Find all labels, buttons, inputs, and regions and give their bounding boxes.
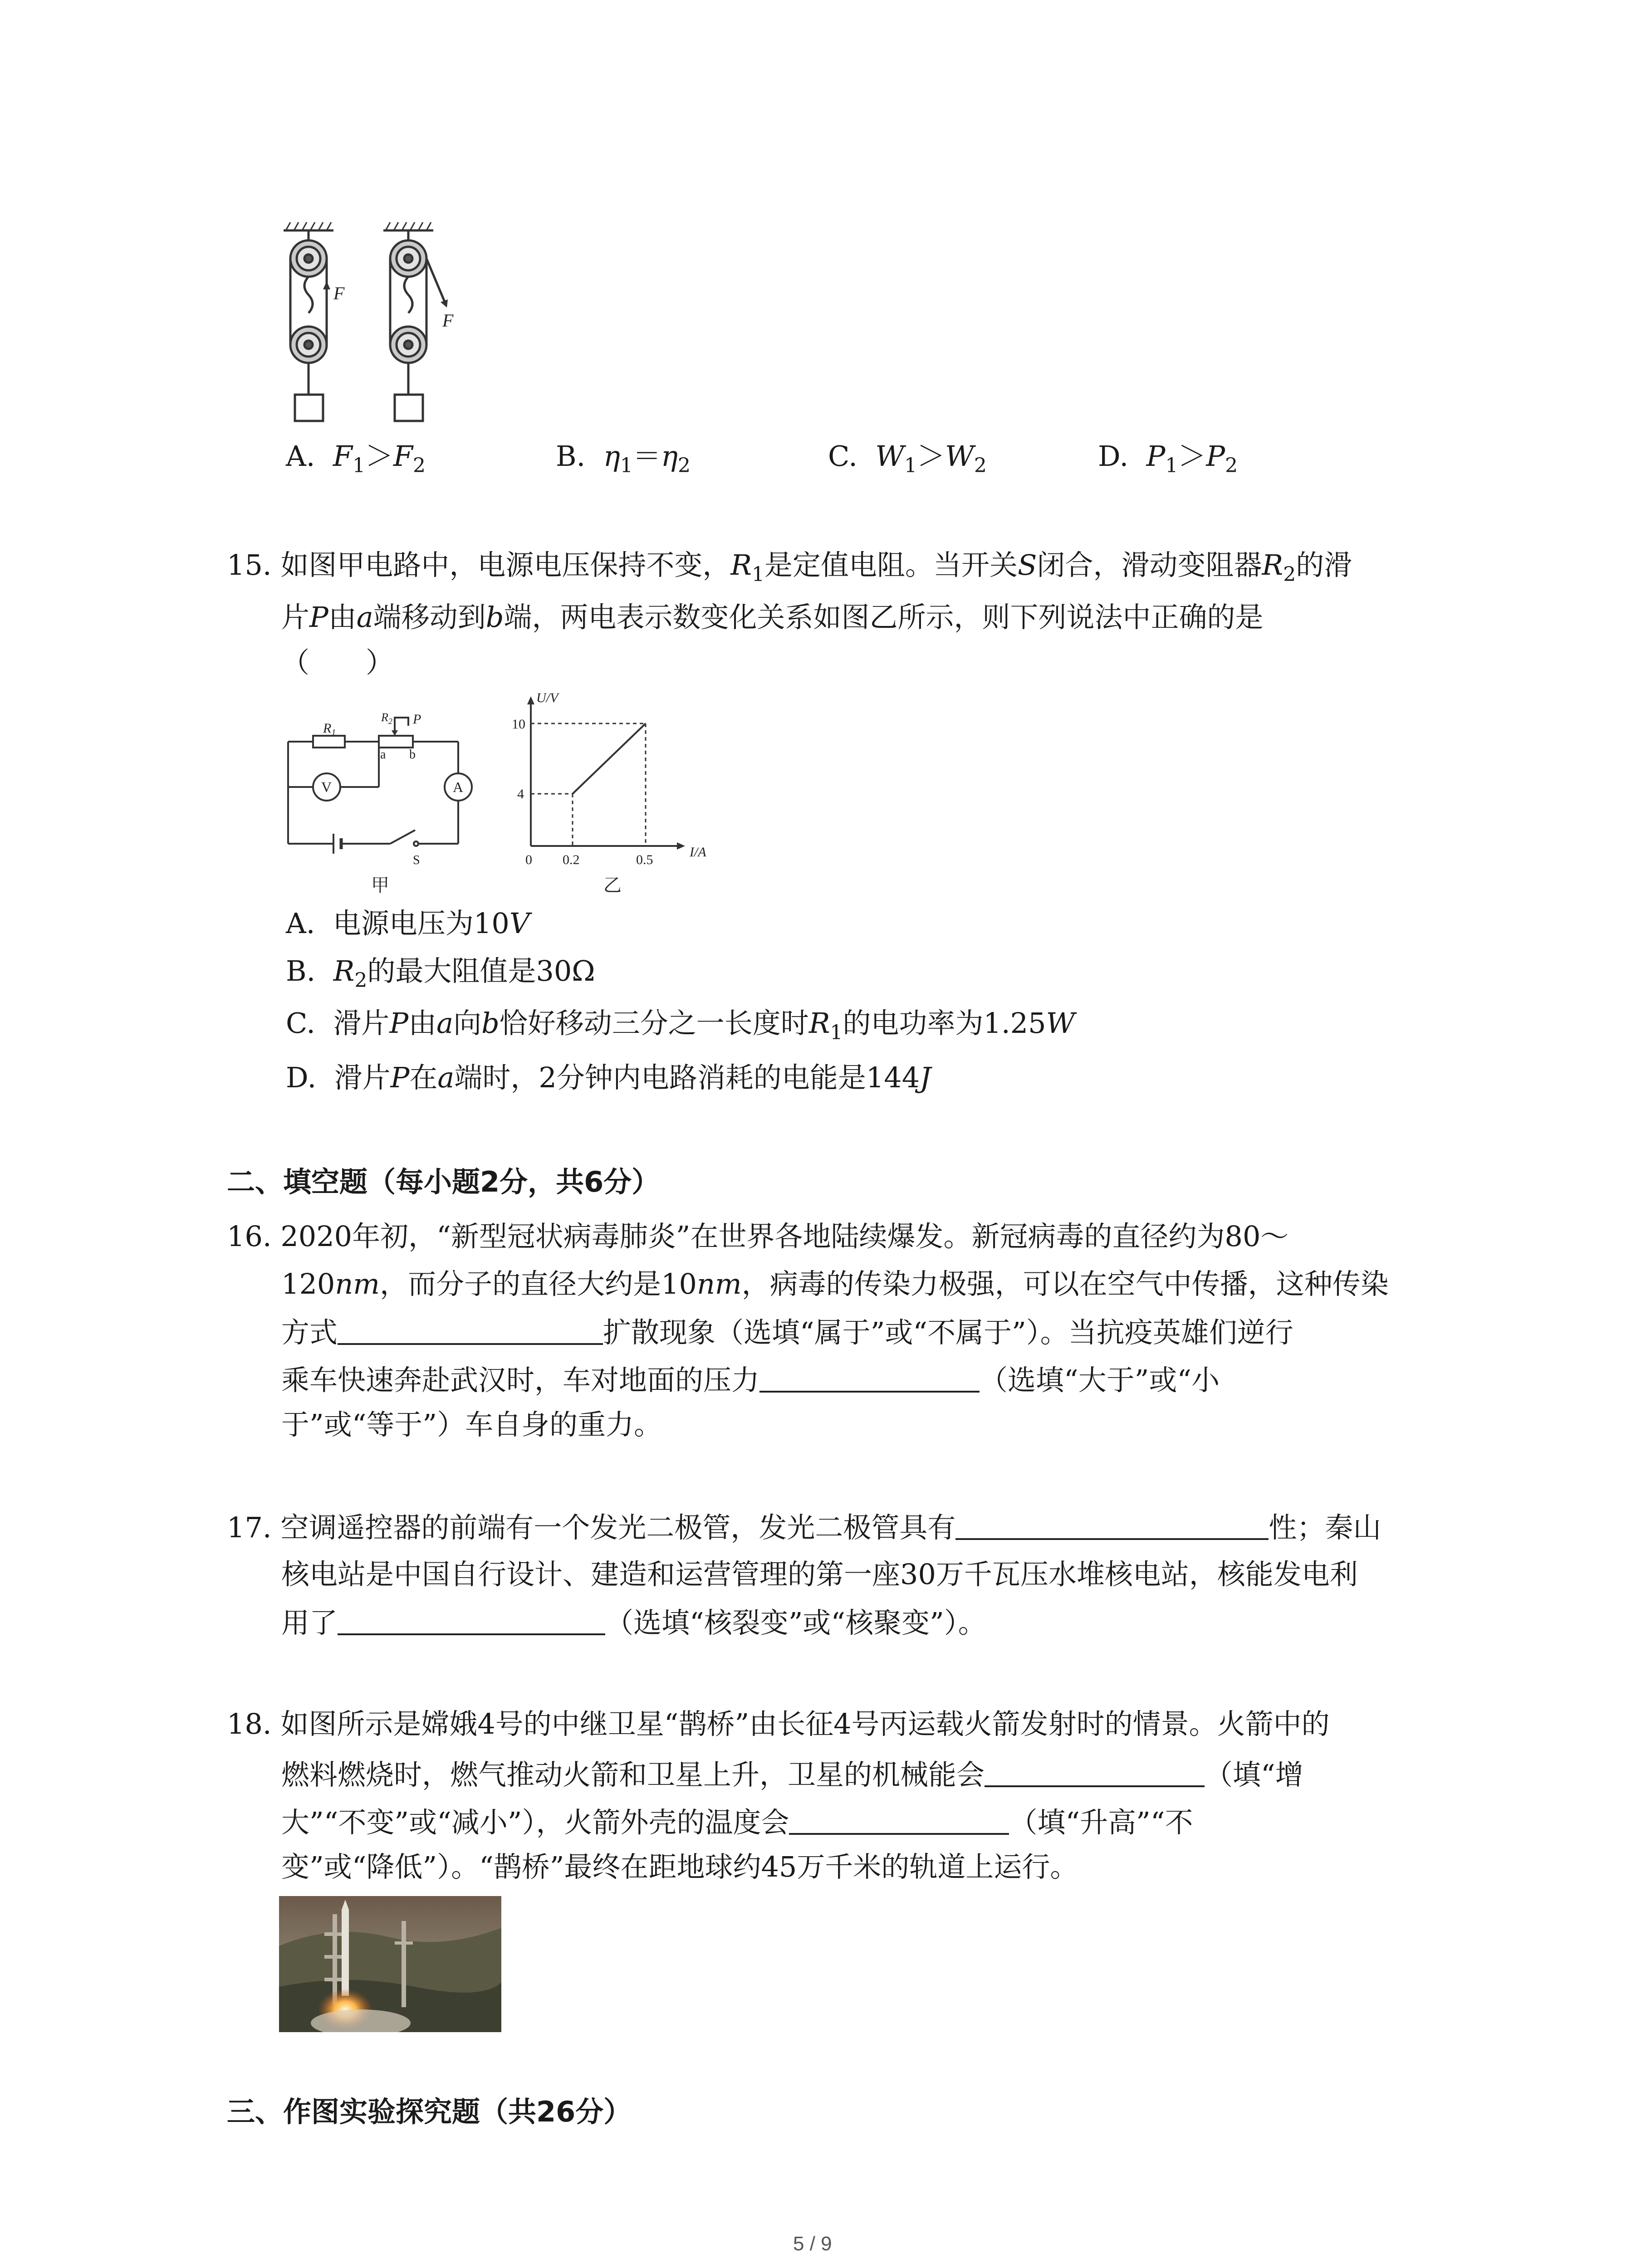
svg-text:A: A — [453, 779, 464, 795]
svg-text:P: P — [413, 712, 421, 727]
svg-text:0.5: 0.5 — [636, 852, 653, 867]
svg-text:S: S — [413, 853, 420, 867]
force-label-left: F — [333, 283, 345, 303]
svg-text:0.2: 0.2 — [563, 852, 580, 867]
q15-option-a[interactable]: A. 电源电压为10V — [286, 907, 530, 940]
q16-line3: 方式 扩散现象（选填“属于”或“不属于”）。当抗疫英雄们逆行 — [281, 1316, 1293, 1349]
question-number: 15. — [227, 548, 272, 582]
q16-line4: 乘车快速奔赴武汉时，车对地面的压力 （选填“大于”或“小 — [281, 1364, 1220, 1397]
q17-line3: 用了 （选填“核裂变”或“核聚变”）。 — [281, 1606, 986, 1639]
svg-text:0: 0 — [525, 852, 532, 867]
svg-text:R1: $R_1$ — [323, 721, 336, 738]
question-number: 18. — [227, 1707, 272, 1740]
svg-text:V: V — [321, 779, 332, 795]
svg-text:I/A: I/A — [690, 845, 706, 860]
question-number: 17. — [227, 1511, 272, 1544]
q15-option-b[interactable]: B. $R_2$的最大阻值是30Ω — [286, 954, 595, 992]
pulley-figure — [272, 218, 472, 435]
svg-text:10: 10 — [512, 717, 525, 732]
q18-line1: 18. 如图所示是嫦娥4号的中继卫星“鹊桥”由长征4号丙运载火箭发射时的情景。火箭中的 — [227, 1707, 1330, 1740]
q17-blank-1[interactable] — [955, 1513, 1269, 1540]
q18-blank-2[interactable] — [789, 1808, 1009, 1835]
rocket-launch-photo — [279, 1896, 501, 2032]
force-label-right: F — [442, 310, 454, 331]
graph-caption: 乙 — [603, 875, 622, 895]
q16-blank-1[interactable] — [338, 1318, 603, 1345]
q15-stem-line1: 15. 如图甲电路中，电源电压保持不变，$R_1$是定值电阻。当开关S闭合，滑动变阻器$R_2$的滑 — [227, 548, 1352, 586]
u-i-graph — [504, 689, 740, 898]
page-number: 5 / 9 — [793, 2233, 832, 2255]
q15-answer-bracket: （ ） — [281, 646, 394, 679]
q16-line2: 120nm，而分子的直径大约是10nm，病毒的传染力极强，可以在空气中传播，这种传染 — [281, 1267, 1389, 1300]
svg-text:a: a — [380, 748, 386, 762]
q16-line1: 16. 2020年初，“新型冠状病毒肺炎”在世界各地陆续爆发。新冠病毒的直径约为80～ — [227, 1220, 1289, 1253]
section-3-title: 三、作图实验探究题（共26分） — [227, 2095, 632, 2128]
q15-option-c[interactable]: C. 滑片P由a向b恰好移动三分之一长度时$R_1$的电功率为1.25W — [286, 1007, 1075, 1044]
q15-option-d[interactable]: D. 滑片P在a端时，2分钟内电路消耗的电能是144J — [286, 1061, 931, 1094]
circuit-diagram — [281, 708, 490, 898]
question-number: 16. — [227, 1220, 272, 1253]
circuit-caption: 甲 — [371, 875, 389, 895]
q17-line1: 17. 空调遥控器的前端有一个发光二极管，发光二极管具有 性；秦山 — [227, 1511, 1381, 1544]
q18-line2: 燃料燃烧时，燃气推动火箭和卫星上升，卫星的机械能会 （填“增 — [281, 1758, 1303, 1791]
q14-option-b[interactable]: B. $\eta_1=\eta_2$ — [556, 440, 691, 477]
q14-option-a[interactable]: A. $F_1>F_2$ — [286, 440, 426, 477]
svg-text:4: 4 — [517, 787, 524, 802]
q16-blank-2[interactable] — [759, 1365, 980, 1393]
svg-text:b: b — [409, 748, 416, 762]
q16-line5: 于”或“等于”）车自身的重力。 — [281, 1408, 662, 1441]
q15-stem-line2: 片P由a端移动到b端，两电表示数变化关系如图乙所示，则下列说法中正确的是 — [281, 601, 1264, 634]
q18-line3: 大”“不变”或“减小”），火箭外壳的温度会 （填“升高”“不 — [281, 1806, 1193, 1839]
svg-text:U/V: U/V — [536, 690, 558, 705]
q14-option-d[interactable]: D. $P_1>P_2$ — [1098, 440, 1238, 477]
q17-line2: 核电站是中国自行设计、建造和运营管理的第一座30万千瓦压水堆核电站，核能发电利 — [281, 1558, 1358, 1591]
q18-blank-1[interactable] — [985, 1760, 1205, 1787]
section-2-title: 二、填空题（每小题2分，共6分） — [227, 1165, 660, 1198]
q18-line4: 变”或“降低”）。“鹊桥”最终在距地球约45万千米的轨道上运行。 — [281, 1850, 1078, 1883]
q17-blank-2[interactable] — [338, 1608, 605, 1635]
q14-option-c[interactable]: C. $W_1>W_2$ — [828, 440, 987, 477]
svg-text:R2: $R_2$ — [381, 711, 392, 726]
